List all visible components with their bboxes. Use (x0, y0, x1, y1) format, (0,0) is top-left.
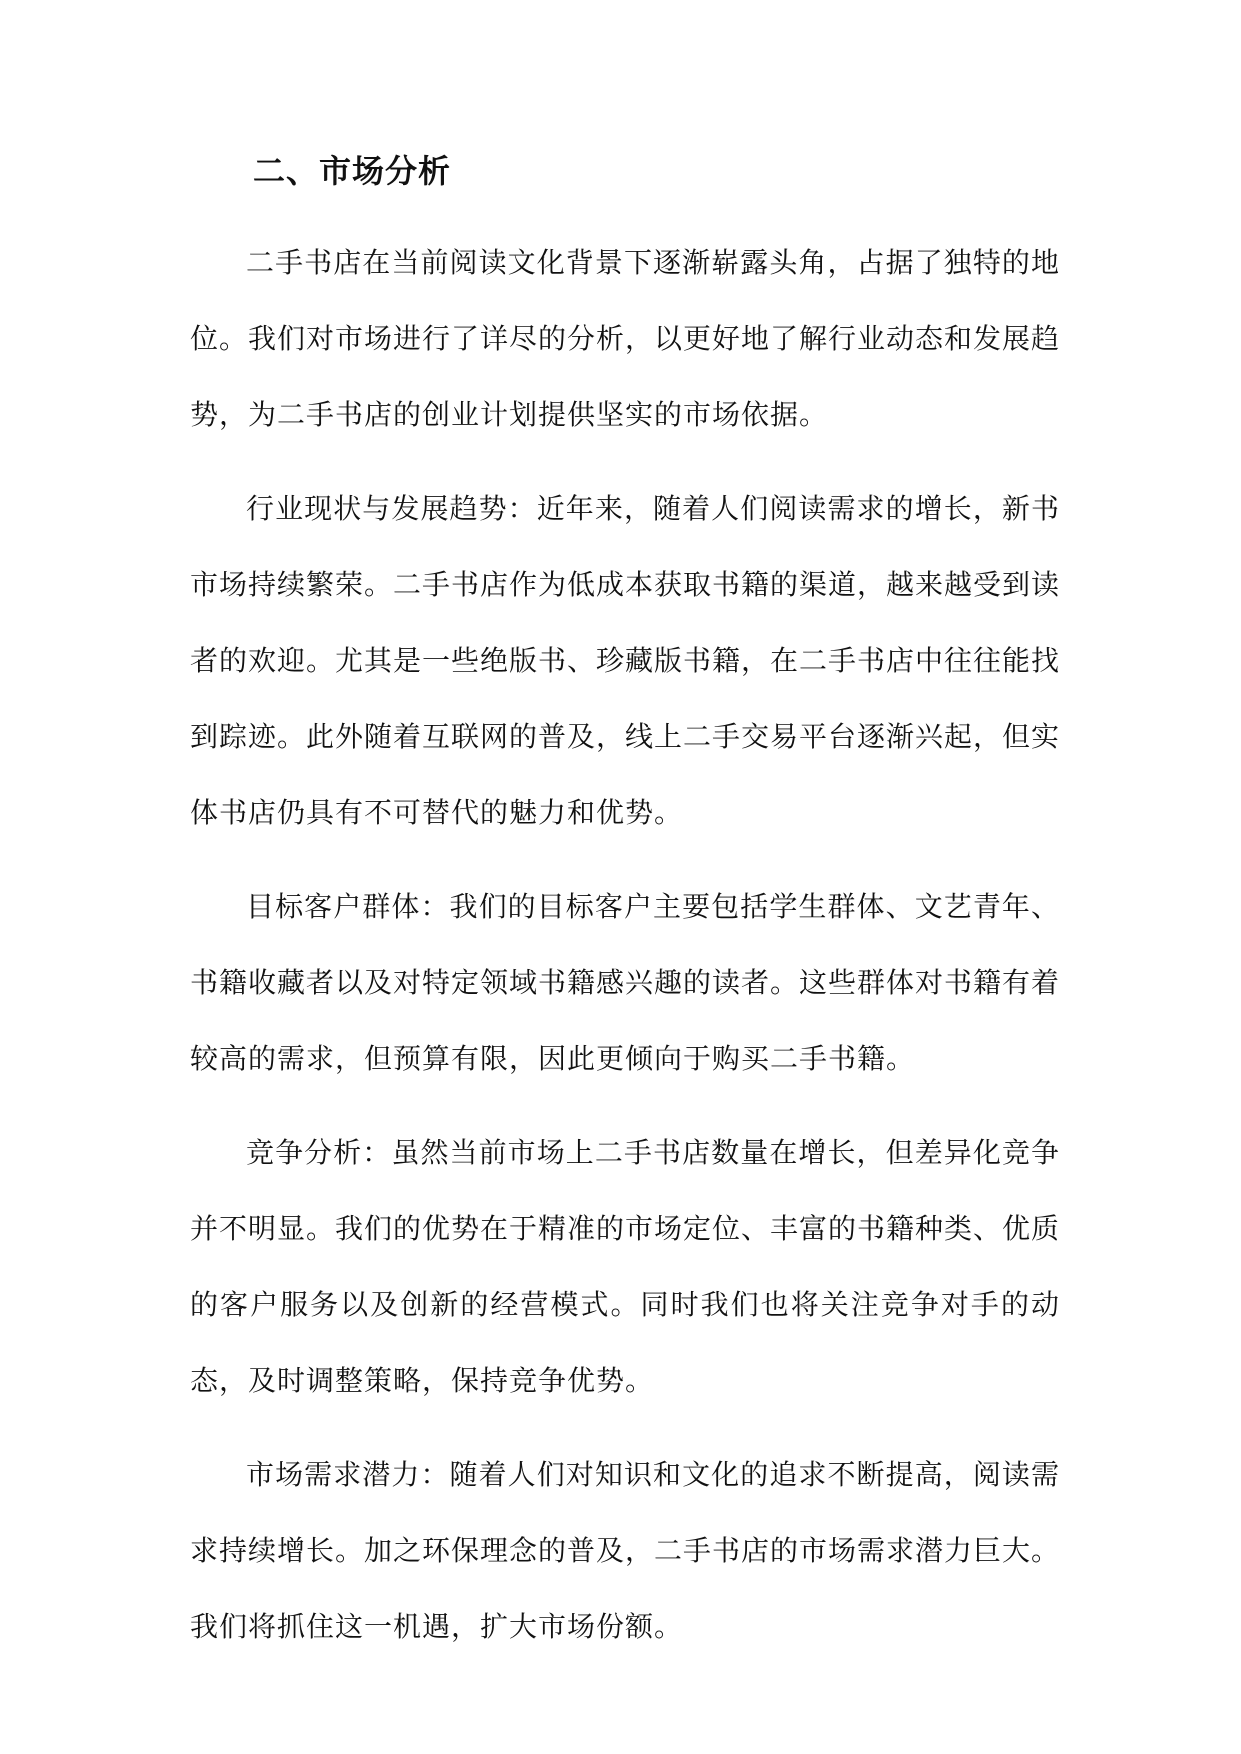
document-body (190, 225, 1060, 1683)
paragraph-competition: 竞争分析：虽然当前市场上二手书店数量在增长，但差异化竞争并不明显。我们的优势在于精准的市场定位、丰富的书籍种类、优质的客户服务以及创新的经营模式。同时我们也将关注竞争对手的动态，及时调整策略，保持竞争优势。 (190, 1136, 1061, 1397)
section-heading: 二、市场分析 (253, 152, 452, 190)
paragraph-target-customers: 目标客户群体：我们的目标客户主要包括学生群体、文艺青年、书籍收藏者以及对特定领域书籍感兴趣的读者。这些群体对书籍有着较高的需求，但预算有限，因此更倾向于购买二手书籍。 (190, 890, 1061, 1075)
paragraph-intro: 二手书店在当前阅读文化背景下逐渐崭露头角，占据了独特的地位。我们对市场进行了详尽的分析，以更好地了解行业动态和发展趋势，为二手书店的创业计划提供坚实的市场依据。 (190, 246, 1061, 431)
paragraph-market-demand: 市场需求潜力：随着人们对知识和文化的追求不断提高，阅读需求持续增长。加之环保理念的普及，二手书店的市场需求潜力巨大。我们将抓住这一机遇，扩大市场份额。 (190, 1458, 1061, 1643)
paragraph-industry-status: 行业现状与发展趋势：近年来，随着人们阅读需求的增长，新书市场持续繁荣。二手书店作为低成本获取书籍的渠道，越来越受到读者的欢迎。尤其是一些绝版书、珍藏版书籍，在二手书店中往往能找到踪迹。此外随着互联网的普及，线上二手交易平台逐渐兴起，但实体书店仍具有不可替代的魅力和优势。 (190, 492, 1061, 829)
